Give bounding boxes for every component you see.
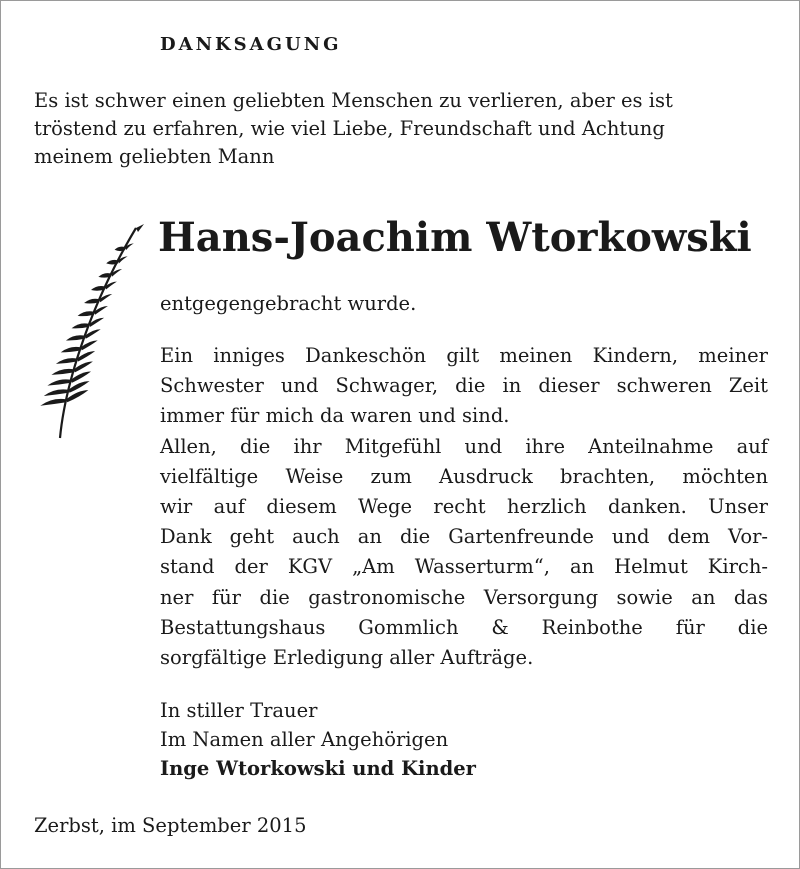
body-line: immer für mich da waren und sind. <box>160 404 510 428</box>
leaflet <box>106 260 118 265</box>
body-line: ner für die gastronomische Versorgung sowie an das <box>160 585 768 609</box>
body-line: Ein inniges Dankeschön gilt meinen Kindern, meiner <box>160 344 768 367</box>
leaflet <box>44 389 69 396</box>
received-line: entgegengebracht wurde. <box>160 292 417 315</box>
leaflet <box>66 335 85 340</box>
place-date: Zerbst, im September 2015 <box>34 814 307 837</box>
leaflet <box>71 371 91 382</box>
leaflet <box>115 247 125 252</box>
closing-block <box>160 696 476 783</box>
body-line: wir auf diesem Wege recht herzlich danken. Unser <box>160 495 768 519</box>
leaflet <box>72 323 90 328</box>
leaflet <box>98 273 111 278</box>
signature: Inge Wtorkowski und Kinder <box>160 757 476 780</box>
intro-line: Es ist schwer einen geliebten Menschen zu verlieren, aber es ist <box>34 89 673 112</box>
body-line: vielfältige Weise zum Ausdruck brachten, möchten <box>160 464 768 488</box>
body-line: stand der KGV „Am Wasserturm“, an Helmut Kirch- <box>160 555 768 579</box>
leaflet <box>40 399 66 406</box>
leaflet <box>91 286 105 291</box>
body-line: Bestattungshaus Gommlich & Reinbothe für die <box>160 615 768 639</box>
intro-line: tröstend zu erfahren, wie viel Liebe, Freundschaft und Achtung <box>34 117 665 140</box>
closing-line: Im Namen aller Angehörigen <box>160 728 449 751</box>
thanks-paragraph <box>160 341 768 673</box>
leaflet <box>56 358 77 364</box>
body-line: Allen, die ihr Mitgefühl und ihre Anteilnahme auf <box>160 434 768 458</box>
notice-heading: DANKSAGUNG <box>160 34 342 55</box>
body-line: sorgfältige Erledigung aller Aufträge. <box>160 646 534 670</box>
closing-line: In stiller Trauer <box>160 699 318 722</box>
palm-frond-icon <box>26 220 146 442</box>
leaflet <box>51 369 73 375</box>
intro-line: meinem geliebten Mann <box>34 145 275 168</box>
deceased-name: Hans-Joachim Wtorkowski <box>158 214 752 261</box>
intro-paragraph <box>34 87 769 171</box>
body-line: Dank geht auch an die Gartenfreunde und dem Vor- <box>160 525 768 549</box>
leaflet <box>47 379 71 385</box>
leaflet <box>61 347 81 352</box>
body-line: Schwester und Schwager, die in dieser schweren Zeit <box>160 374 768 398</box>
